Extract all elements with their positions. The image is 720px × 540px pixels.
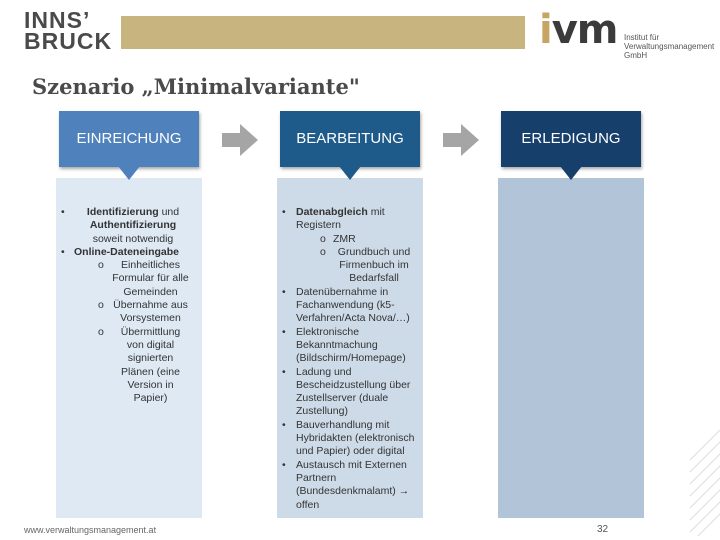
list-item: • Online-Dateneingabe [61,245,180,258]
ivm-logo [539,7,618,53]
einreichung-content [58,206,198,405]
ivm-logo-i: i [539,7,552,53]
item-bold-text: Datenabgleich [296,206,368,218]
header-pointer-einreichung [118,166,140,180]
item-bold-text: Identifizierung [86,206,159,218]
sub-list-item: o Grundbuch und Firmenbuch im Bedarfsfall [279,246,421,286]
item-bold-text: Online-Dateneingabe [74,245,180,258]
item-text: Datenübernahme in Fachanwendung (k5-Verfahren/Acta Nova/…) [296,285,410,325]
ivm-subtitle [624,33,714,60]
item-text: soweit notwendig [92,232,174,245]
list-item: • Identifizierung und Authentifizierung soweit notwendig [58,206,198,246]
list-item: • Ladung und Bescheidzustellung über Zustellserver (duale Zustellung) [282,365,411,418]
sub-item-text: Einheitliches Formular für alle Gemeinden [112,259,189,298]
header-pointer-erledigung [560,166,582,180]
ivm-subtitle-line: Verwaltungsmanagement [624,42,715,51]
ivm-logo-vm: vm [551,7,618,53]
header-erledigung: ERLEDIGUNG [501,111,641,167]
logo-line-2: BRUCK [24,28,113,54]
list-item: • Bauverhandlung mit Hybridakten (elektronisch und Papier) oder digital [282,418,415,458]
slide-title: Szenario „Minimalvariante" [32,74,360,99]
list-item: • Datenübernahme in Fachanwendung (k5-Verfahren/Acta Nova/…) [282,285,410,325]
column-erledigung-panel [498,178,644,518]
item-text: Austausch mit Externen Partnern (Bundesdenkmalamt) → offen [296,458,410,511]
sub-item-text: Übernahme aus Vorsystemen [113,299,188,325]
sub-list-item: o ZMR [320,232,356,245]
list-item: • Datenabgleich mit Registern [282,206,385,232]
header-pointer-bearbeitung [339,166,361,180]
process-arrow-icon [443,124,479,156]
process-arrow-icon [222,124,258,156]
sub-list-item: o Übernahme aus Vorsystemen [58,299,198,326]
page-number: 32 [597,524,609,535]
bearbeitung-content [279,206,421,512]
sub-list-item: o Übermittlung von digital signierten Plänen (eine Version in Papier) [58,326,198,406]
header-gold-bar [121,16,525,49]
sub-item-text: ZMR [333,232,356,245]
list-item: • Austausch mit Externen Partnern (Bundesdenkmalamt) → offen [282,458,410,511]
footer-website-link[interactable]: www.verwaltungsmanagement.at [24,525,157,535]
logo-line-1: INNS’ [24,7,91,33]
header-bearbeitung: BEARBEITUNG [280,111,420,167]
corner-hatch-decoration [690,430,720,540]
sub-item-text: Grundbuch und Firmenbuch im Bedarfsfall [337,245,411,285]
item-text: Authentifizierung [89,219,177,232]
sub-list-item: o Einheitliches Formular für alle Gemeinden [58,259,198,299]
item-text: mit Registern [296,206,385,232]
item-text: Elektronische Bekanntmachung (Bildschirm/Homepage) [296,325,406,365]
innsbruck-logo [24,7,113,54]
ivm-subtitle-line: GmbH [624,51,648,60]
ivm-subtitle-line: Institut für [624,33,660,42]
list-item: • Elektronische Bekanntmachung (Bildschirm/Homepage) [282,325,406,365]
item-text: Bauverhandlung mit Hybridakten (elektronisch und Papier) oder digital [296,418,415,458]
item-text: Ladung und Bescheidzustellung über Zustellserver (duale Zustellung) [296,365,411,418]
header-einreichung: EINREICHUNG [59,111,199,167]
sub-item-text: Übermittlung von digital signierten Plänen (eine Version in Papier) [120,325,181,405]
